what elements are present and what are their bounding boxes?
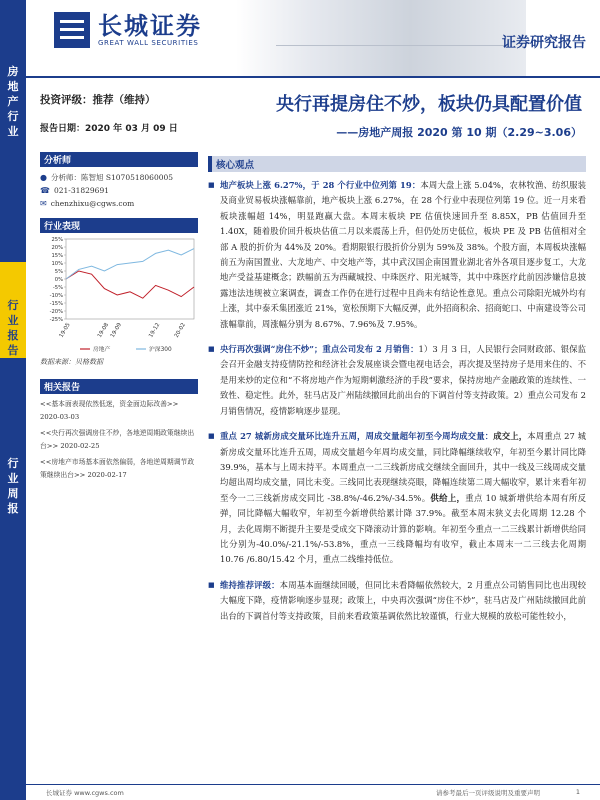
y-tick-label: -5% — [52, 285, 63, 291]
email-icon: ✉ — [40, 199, 47, 208]
x-tick-label: 20-02 — [173, 322, 187, 339]
paragraph-body: 本周基本面继续回暖，但同比未看降幅依然较大，2 月重点公司销售同比也出现较大幅度下降，疫情影响逐步显现；政策上，中央再次强调“房住不炒”，驻马店及广州陆续撤回此前出台的下调首付等支持政策，目前来看政策基调依然比较谨慎，行业大规模的放松可能性较小， — [220, 579, 586, 621]
series-line-hs300 — [66, 249, 194, 279]
analyst-name: 分析师：陈智旭 S1070518060005 — [50, 173, 174, 182]
y-tick-label: 15% — [51, 253, 63, 259]
chart-title: 行业表现 — [40, 218, 198, 233]
legend-label: 沪深300 — [149, 347, 172, 353]
x-tick-label: 19-12 — [148, 322, 162, 339]
side-char: 业 — [7, 472, 19, 485]
side-label-industry — [0, 62, 26, 142]
report-date: 报告日期：2020 年 03 月 09 日 — [40, 124, 178, 134]
line-chart — [40, 235, 198, 355]
paragraph-heading: 地产板块上涨 6.27%，于 28 个行业中位列第 19： — [220, 180, 421, 190]
footer-website[interactable]: 长城证券 www.cgws.com — [46, 789, 124, 797]
related-report-item[interactable]: <<基本面表现依然低迷，资金面边际改善>> 2020-03-03 — [40, 400, 179, 421]
chart-frame — [66, 239, 194, 319]
page-number: 1 — [575, 788, 580, 796]
y-tick-label: -20% — [49, 309, 63, 315]
side-char: 业 — [7, 314, 19, 327]
core-views-title: 核心观点 — [208, 156, 586, 172]
related-section-title: 相关报告 — [40, 379, 198, 394]
paragraph-label: 供给上， — [430, 492, 466, 503]
side-char: 告 — [7, 344, 19, 357]
industry-performance-chart — [40, 235, 198, 355]
paragraph-heading: 维持推荐评级： — [220, 579, 280, 590]
side-label-weekly — [0, 440, 26, 520]
analyst-phone: 021-31829691 — [53, 186, 109, 195]
paragraph-rating — [208, 578, 586, 624]
y-tick-label: 20% — [51, 245, 63, 251]
paragraph-transactions — [208, 429, 586, 568]
y-tick-label: -15% — [49, 301, 63, 307]
great-wall-banner — [236, 0, 526, 76]
y-tick-label: 25% — [51, 237, 63, 243]
report-type: 证券研究报告 — [502, 35, 586, 51]
side-label-report — [0, 262, 26, 358]
report-subtitle: ——房地产周报 2020 第 10 期（2.29~3.06） — [336, 126, 582, 139]
analyst-info — [40, 171, 198, 210]
brand-logo — [54, 12, 202, 48]
side-char: 行 — [7, 110, 19, 123]
side-char: 报 — [7, 329, 19, 342]
related-report-item[interactable]: <<央行再次强调房住不炒，各地逆周期政策继续出台>> 2020-02-25 — [40, 429, 195, 450]
side-char: 业 — [7, 125, 19, 138]
paragraph-body: 重点 10 城新增供给本周有所反弹，同比降幅大幅收窄，年初至今新增供给累计降 37.9%。截至本周末狭义去化周期 12.28 个月，去化周期不断提升主要是受成交下降滚动计算的影响。年初至今重点一二三线累计新增供给同比分别为-40.0%/-21.1%/-53.8%，重点一三线降幅均有收窄，截止本周末一二三线去化周期 10.76 /6.80/15.42 个月，重点二线维持低位。 — [220, 492, 587, 565]
side-char: 地 — [7, 80, 19, 93]
y-tick-label: 5% — [54, 269, 63, 275]
paragraph-body: 本周重点 27 城新房成交量环比连升五周，周成交量超今年周均成交量，同比降幅继续收窄，年初至今累计同比降 39.9%，基本与上周末持平。本周重点一二三线新房成交继续全面回升，其中一线及三线周成交量均超出周均成交量，同比未变。三线同比表现继续亮眼，降幅连续第二周大幅收窄，累计来看年初至今一二三线新房成交同比 -38.8%/-46.2%/-34.5%。 — [220, 431, 586, 503]
related-report-item[interactable]: <<房地产市场基本面依然偏弱，各地逆周期调节政策继续出台>> 2020-02-17 — [40, 458, 195, 479]
y-tick-label: 10% — [51, 261, 63, 267]
paragraph-label: 成交上， — [493, 431, 528, 442]
paragraph-sector — [208, 178, 586, 332]
report-title: 央行再提房住不炒，板块仍具配置价值 — [276, 94, 582, 115]
investment-rating: 投资评级：推荐（维持） — [40, 94, 156, 106]
phone-icon: ☎ — [40, 186, 50, 195]
brand-name-cn: 长城证券 — [98, 12, 202, 40]
y-tick-label: -25% — [49, 317, 63, 323]
paragraph-heading: 重点 27 城新房成交量环比连升五周，周成交量超年初至今周均成交量： — [220, 431, 494, 442]
y-tick-label: -10% — [49, 293, 63, 299]
paragraph-body: 1）3 月 3 日，人民银行会同财政部、银保监会召开金融支持疫情防控和经济社会发展座谈会暨电视电话会，再次提及坚持房子是用来住的、不是用来炒的定位和“不将房地产作为短期刺激经济的手段”要求，保持房地产金融政策的连续性、一致性、稳定性。此外，驻马店及广州陆续撤回此前出台的下调首付等支持政策。2）重点公司发布 2 月销售情况，疫情影响逐步显现。 — [220, 344, 586, 416]
side-char: 行 — [7, 457, 19, 470]
side-char: 房 — [7, 65, 19, 78]
brand-name-en: GREAT WALL SECURITIES — [98, 39, 199, 47]
x-tick-label: 19-08 — [96, 322, 111, 339]
side-char: 周 — [7, 487, 19, 500]
side-char: 行 — [7, 299, 19, 312]
x-tick-label: 19-05 — [58, 322, 72, 339]
related-reports — [40, 398, 198, 481]
page-footer — [26, 784, 600, 800]
analyst-section-title: 分析师 — [40, 152, 198, 167]
footer-disclaimer: 请参考最后一页评级说明及重要声明 — [436, 789, 540, 797]
paragraph-policy — [208, 342, 586, 419]
side-char: 产 — [7, 95, 19, 108]
paragraph-body: 本周大盘上涨 5.04%，农林牧渔、纺织服装及商业贸易板块涨幅靠前，地产板块上涨 6.27%，在 28 个行业中表现位列第 19 位。近一月来看板块涨幅超 14%，明显跑赢大盘。本周末板块 PE 估值快速回升至 8.85X，PB 估值回升至 1.40X，随着股价回升板块估值二月以来震荡上升，但仍处历史低位，板块 PE 及 PB 估值相对全部 A 股的折价为 44%及 20%。看期限银行股折价分别为 59%及 38%。个股方面，本周板块涨幅前五为南国置业、大龙地产、中交地产等，其中武汉国企南国置业湖北省外各项目逐步复工，大龙地产受益基建概念；跌幅前五为西藏城投、中珠医疗、阳光城等，其中中珠医疗此前因涉嫌信息披露违法违规被立案调查，调查工作仍在进行过程中且尚未有结论性意见。重点公司除阳光城外均有上涨，其中泰禾集团涨近 21%，宽松预期下大幅反弹，此外招商积余、招商蛇口、中南建设等公司涨幅靠前，周涨幅分别为 8.67%、7.96%及 7.95%。 — [220, 180, 586, 329]
y-tick-label: 0% — [54, 277, 63, 283]
analyst-email: chenzhixu@cgws.com — [50, 199, 135, 208]
x-tick-label: 19-09 — [109, 322, 123, 339]
main-content — [208, 90, 586, 624]
legend-label: 房地产 — [93, 347, 111, 353]
series-line-realestate — [66, 271, 194, 298]
chart-source: 数据来源：贝格数据 — [40, 358, 103, 366]
person-icon: ● — [40, 173, 47, 182]
paragraph-heading: 央行再次强调“房住不炒”；重点公司发布 2 月销售： — [220, 344, 419, 355]
logo-mark-icon — [54, 12, 90, 48]
left-column — [40, 90, 198, 485]
page-header — [26, 0, 600, 78]
side-char: 报 — [7, 502, 19, 515]
